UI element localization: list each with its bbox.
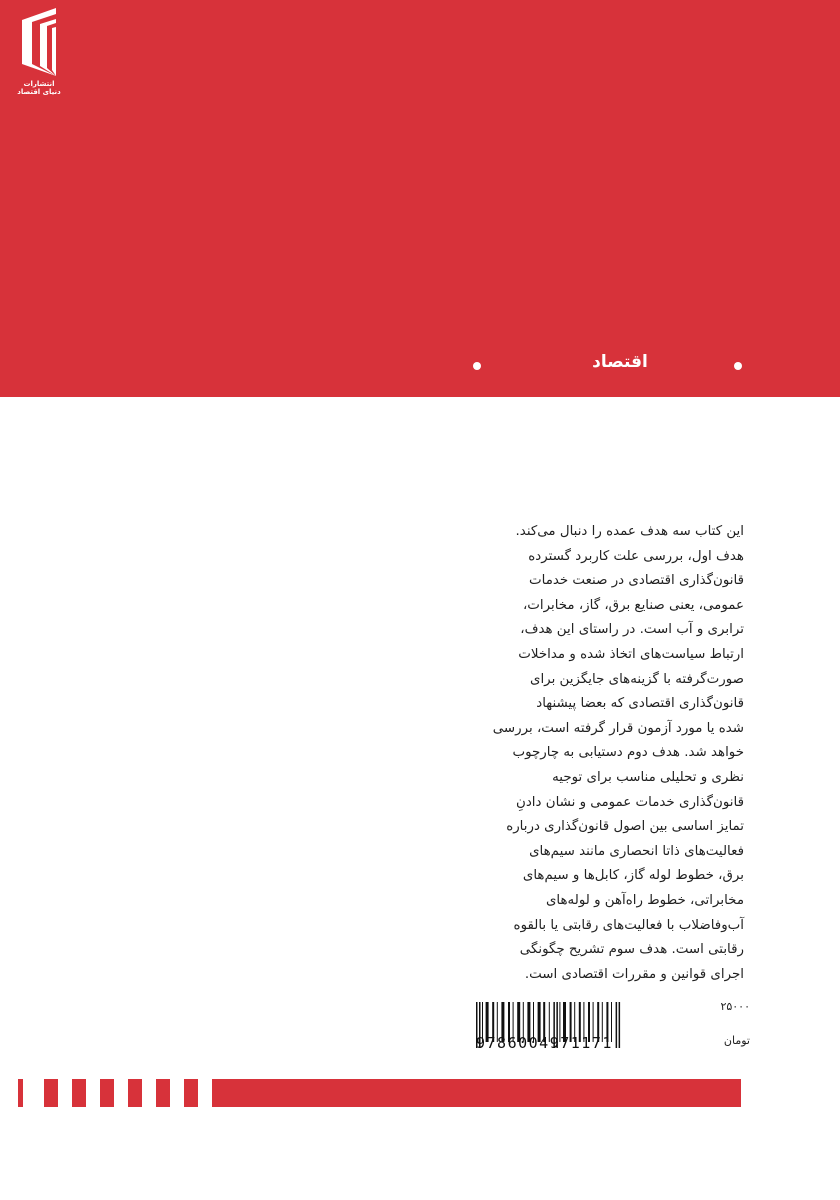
publisher-name-line2: دنیای اقتصاد: [17, 88, 61, 96]
description-line: صورت‌گرفته با گزینه‌های جایگزین برای: [529, 671, 744, 687]
stripe: [100, 1079, 114, 1107]
bullet-dot: [734, 362, 742, 370]
description-line: نظری و تحلیلی مناسب برای توجیه: [552, 769, 744, 785]
description-line: تمایز اساسی بین اصول قانون‌گذاری درباره: [506, 819, 744, 835]
bullet-dot: [473, 362, 481, 370]
stripe: [212, 1079, 741, 1107]
category-label: اقتصاد: [592, 352, 648, 372]
description-line: برق، خطوط لوله گاز، کابل‌ها و سیم‌های: [522, 868, 744, 884]
description-line: هدف اول، بررسی علت کاربرد گسترده: [528, 548, 744, 564]
stripe: [128, 1079, 142, 1107]
publisher-logo: [14, 6, 64, 96]
cover-red-band: [0, 0, 840, 397]
book-description: [472, 520, 744, 987]
stripe: [18, 1079, 23, 1107]
description-line: مخابراتی، خطوط راه‌آهن و لوله‌های: [545, 892, 744, 908]
stripe: [72, 1079, 86, 1107]
description-line: قانون‌گذاری خدمات عمومی و نشان دادنِ: [516, 794, 744, 810]
description-line: رقابتی است. هدف سوم تشریح چگونگی: [519, 942, 744, 958]
stripe: [184, 1079, 198, 1107]
isbn-number: 9786004971171: [476, 1034, 613, 1052]
description-line: ترابری و آب است. در راستای این هدف،: [520, 622, 744, 638]
description-line: شده یا مورد آزمون قرار گرفته است، بررسی: [492, 720, 744, 736]
publisher-name-line1: انتشارات: [23, 80, 55, 88]
description-line: آب‌وفاضلاب با فعالیت‌های رقابتی یا بالقوه: [513, 917, 744, 933]
book-pages-icon: [14, 6, 64, 78]
description-line: ارتباط سیاست‌های اتخاذ شده و مداخلات: [518, 646, 744, 662]
stripe: [156, 1079, 170, 1107]
description-line: فعالیت‌های ذاتا انحصاری مانند سیم‌های: [529, 843, 744, 859]
description-line: اجرای قوانین و مقررات اقتصادی است.: [524, 966, 744, 982]
price-value: ۲۵۰۰۰: [720, 1000, 750, 1013]
stripe: [44, 1079, 58, 1107]
description-line: خواهد شد. هدف دوم دستیابی به چارچوب: [512, 745, 744, 761]
description-line: قانون‌گذاری اقتصادی در صنعت خدمات: [529, 573, 744, 589]
description-line: عمومی، یعنی صنایع برق، گاز، مخابرات،: [522, 597, 744, 613]
price-currency: تومان: [723, 1034, 750, 1047]
description-line: این کتاب سه هدف عمده را دنبال می‌کند.: [515, 524, 744, 539]
description-line: قانون‌گذاری اقتصادی که بعضا پیشنهاد: [536, 696, 744, 712]
